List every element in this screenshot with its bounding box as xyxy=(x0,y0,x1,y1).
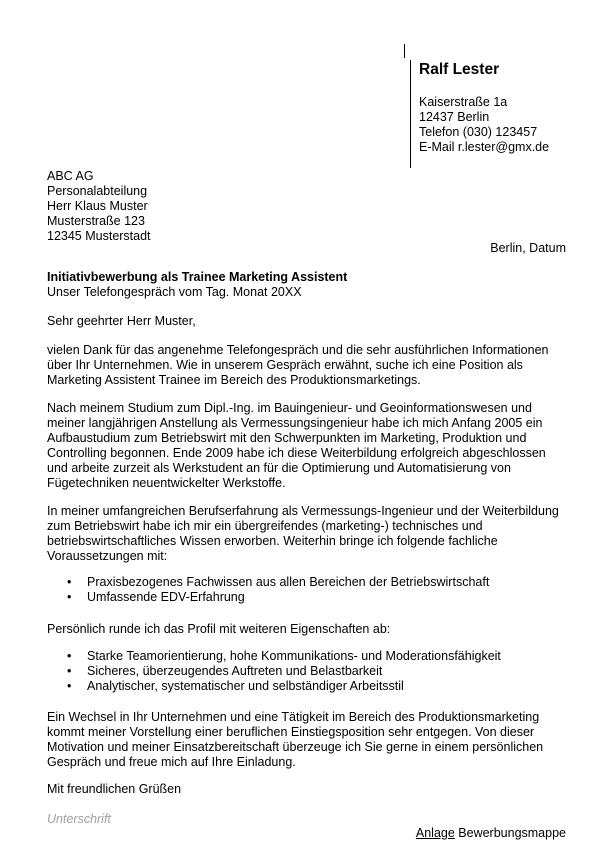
sender-city: 12437 Berlin xyxy=(419,110,490,124)
text-line: über Ihr Unternehmen. Wie in unserem Gespräch erwähnt, suche ich eine Position als xyxy=(47,358,523,372)
bullet-icon: • xyxy=(67,649,72,663)
text-line: Ein Wechsel in Ihr Unternehmen und eine Tätigkeit im Bereich des Produktionsmarketing xyxy=(47,710,540,724)
recipient-line: Musterstraße 123 xyxy=(47,214,145,228)
list-item-text: Sicheres, überzeugendes Auftreten und Belastbarkeit xyxy=(87,664,383,678)
list-item xyxy=(47,590,567,605)
text-line: Fügetechniken neuentwickelter Werkstoffe. xyxy=(47,476,286,490)
recipient-line: Herr Klaus Muster xyxy=(47,199,148,213)
body-paragraph-1 xyxy=(47,343,567,388)
sender-name: Ralf Lester xyxy=(419,61,500,78)
attachment-note xyxy=(416,826,566,841)
subject-reference: Unser Telefongespräch vom Tag. Monat 20XX xyxy=(47,285,302,299)
body-intro-2: Persönlich runde ich das Profil mit weiteren Eigenschaften ab: xyxy=(47,622,391,636)
text-line: betriebswirtschaftliches Wissen erworben. Weiterhin bringe ich folgende fachliche xyxy=(47,534,498,548)
list-item xyxy=(47,575,567,590)
list-item xyxy=(47,679,567,694)
text-line: Gespräch und freue mich auf Ihre Einladung. xyxy=(47,755,296,769)
text-line: Voraussetzungen mit: xyxy=(47,549,168,563)
sender-divider-top xyxy=(404,44,405,58)
subject-title: Initiativbewerbung als Trainee Marketing Assistent xyxy=(47,270,348,284)
text-line: Marketing Assistent Trainee im Bereich des Produktionsmarketings. xyxy=(47,373,421,387)
text-line: meiner langjährigen Anstellung als Vermessungsingenieur habe ich mich Anfang 2005 ein xyxy=(47,416,543,430)
text-line: vielen Dank für das angenehme Telefongespräch und die sehr ausführlichen Informationen xyxy=(47,343,549,357)
list-item-text: Praxisbezogenes Fachwissen aus allen Bereichen der Betriebswirtschaft xyxy=(87,575,490,589)
recipient-line: 12345 Musterstadt xyxy=(47,229,151,243)
list-item-text: Analytischer, systematischer und selbständiger Arbeitsstil xyxy=(87,679,404,693)
text-line: Aufbaustudium zum Betriebswirt mit den Schwerpunkten im Marketing, Produktion und xyxy=(47,431,527,445)
text-line: Motivation und meiner Einsatzbereitschaft überzeuge ich Sie gerne in einem persönlichen xyxy=(47,740,544,754)
subject-block xyxy=(47,270,347,300)
list-item xyxy=(47,664,567,679)
text-line: und arbeite zurzeit als Werkstudent an für die Optimierung und Automatisierung von xyxy=(47,461,511,475)
personal-traits-list xyxy=(47,649,567,694)
list-item-text: Umfassende EDV-Erfahrung xyxy=(87,590,245,604)
sender-divider xyxy=(410,60,411,168)
recipient-line: ABC AG xyxy=(47,169,94,183)
text-line: kommt meiner Vorstellung einer beruflichen Einstiegsposition sehr entgegen. Von dieser xyxy=(47,725,535,739)
bullet-icon: • xyxy=(67,575,72,589)
list-item-text: Starke Teamorientierung, hohe Kommunikations- und Moderationsfähigkeit xyxy=(87,649,501,663)
date-line: Berlin, Datum xyxy=(490,241,566,255)
text-line: Nach meinem Studium zum Dipl.-Ing. im Bauingenieur- und Geoinformationswesen und xyxy=(47,401,532,415)
text-line: In meiner umfangreichen Berufserfahrung als Vermessungs-Ingenieur und der Weiterbildung xyxy=(47,504,559,518)
qualification-list xyxy=(47,575,567,605)
closing: Mit freundlichen Grüßen xyxy=(47,782,182,796)
salutation: Sehr geehrter Herr Muster, xyxy=(47,314,196,328)
body-paragraph-2 xyxy=(47,401,567,491)
attachment-text: Bewerbungsmappe xyxy=(454,826,566,840)
bullet-icon: • xyxy=(67,664,72,678)
recipient-address xyxy=(47,169,151,244)
sender-street: Kaiserstraße 1a xyxy=(419,95,508,109)
recipient-line: Personalabteilung xyxy=(47,184,148,198)
text-line: Controlling begonnen. Ende 2009 habe ich diese Weiterbildung erfolgreich abgeschlossen xyxy=(47,446,546,460)
body-paragraph-5 xyxy=(47,710,567,770)
sender-phone: Telefon (030) 123457 xyxy=(419,125,538,139)
bullet-icon: • xyxy=(67,679,72,693)
body-paragraph-3 xyxy=(47,504,567,564)
attachment-label: Anlage xyxy=(415,826,455,840)
sender-address xyxy=(419,95,549,155)
bullet-icon: • xyxy=(67,590,72,604)
list-item xyxy=(47,649,567,664)
sender-email: E-Mail r.lester@gmx.de xyxy=(419,140,550,154)
text-line: zum Betriebswirt habe ich mir ein übergreifendes (marketing-) technisches und xyxy=(47,519,483,533)
signature: Unterschrift xyxy=(47,812,111,826)
